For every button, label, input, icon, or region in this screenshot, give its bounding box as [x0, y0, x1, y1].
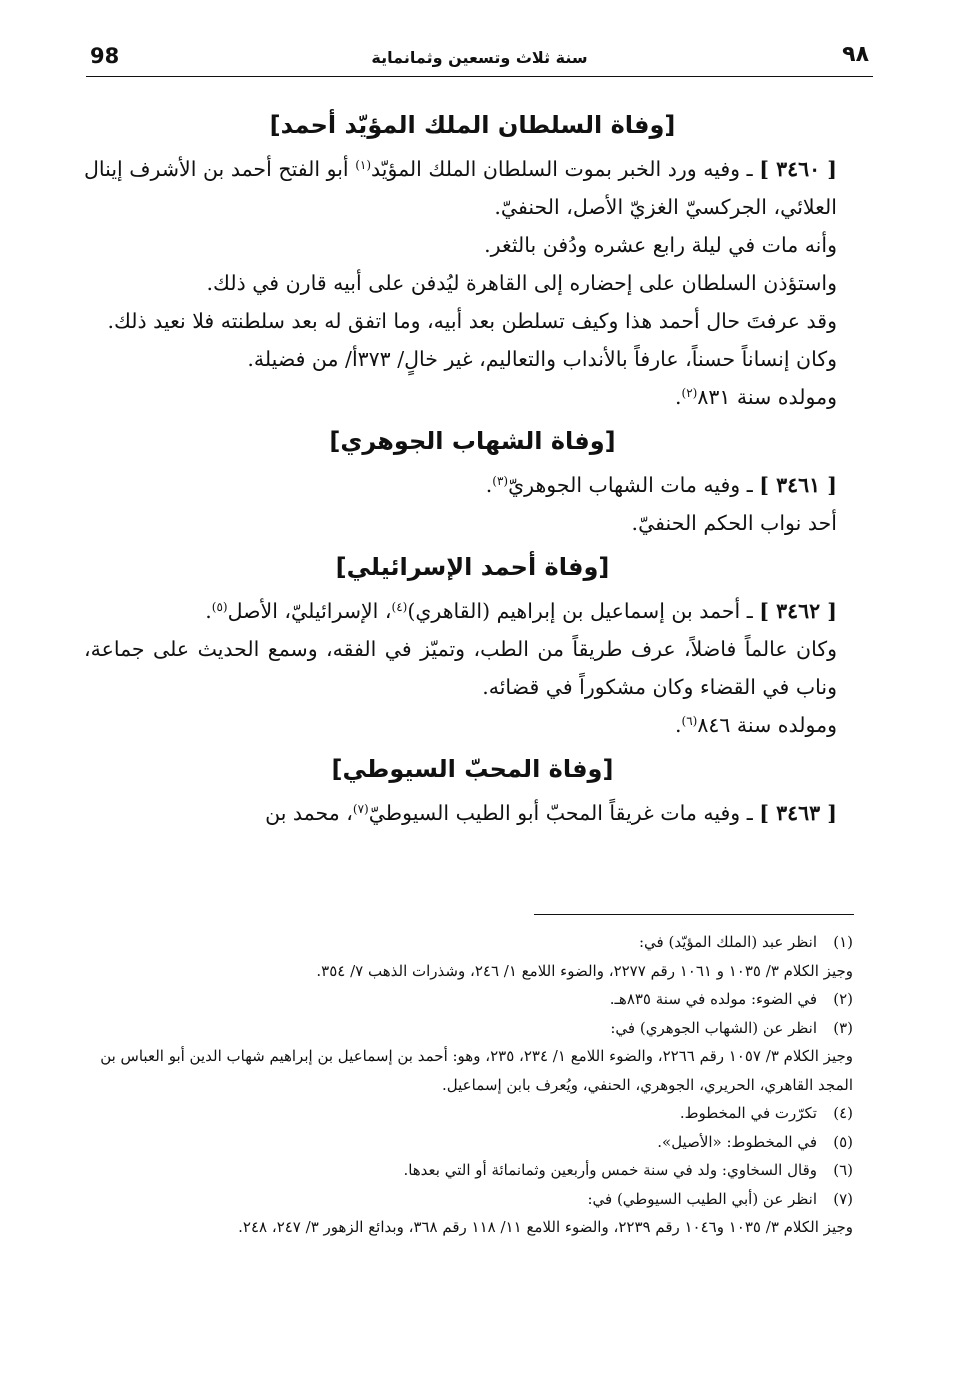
footnote-ref[interactable]: (٥)	[211, 600, 228, 614]
footnote-number: (١)	[833, 933, 853, 951]
entry-lead: ـ وفيه مات الشهاب الجوهريّ	[508, 473, 753, 497]
entry-paragraph	[84, 592, 861, 630]
text-paragraph: وقد عرفتَ حال أحمد هذا وكيف تسلطن بعد أبيه، وما اتفق له بعد سلطنته فلا نعيد ذلك.	[107, 309, 837, 333]
text-paragraph: واستؤذن السلطان على إحضاره إلى القاهرة ليُدفن على أبيه قارن في ذلك.	[206, 271, 837, 295]
section-title: [وفاة الشهاب الجوهري]	[329, 427, 616, 455]
text-paragraph: وكان إنساناً حسناً، عارفاً بالأنداب والتعاليم، غير خالٍ/ ٣٧٣أ/ من فضيلة.	[247, 347, 837, 371]
entry-lead: ـ وفيه مات غريقاً المحبّ أبو الطيب السيوطيّ	[368, 801, 753, 825]
footnote-line: انظر عن (أبي الطيب السيوطي) في:	[587, 1189, 817, 1208]
entry-lead-mid: ، الإسرائيليّ، الأصل	[227, 599, 392, 623]
footnote-line: وجيز الكلام ٣/ ١٠٥٧ رقم ٢٢٦٦، والضوء اللامع ١/ ٢٣٤، ٢٣٥، وهو: أحمد بن إسماعيل بن إبراهيم شهاب الدين أبو العباس بن المجد القاهري، الحريري، الجوهري، الحنفي، ويُعرف بابن إسماعيل.	[100, 1047, 853, 1094]
running-title: سنة ثلاث وتسعين وثمانماية	[371, 48, 588, 67]
footnotes	[84, 928, 853, 1242]
footnote-separator	[534, 914, 854, 915]
footnote-line: في المخطوط: «الأصيل».	[657, 1132, 817, 1151]
entry-lead-rest: .	[205, 599, 212, 623]
birth-end: .	[674, 713, 682, 737]
footnote-item	[84, 985, 853, 1014]
entry-paragraph	[84, 794, 861, 832]
entry-number: [ ٣٤٦٣ ]	[759, 801, 837, 825]
entry-number: [ ٣٤٦١ ]	[759, 473, 837, 497]
main-text	[84, 100, 861, 832]
entry-number: [ ٣٤٦٢ ]	[759, 599, 837, 623]
footnote-line: وجيز الكلام ٣/ ١٠٣٥ و ١٠٦١ رقم ٢٢٧٧، والضوء اللامع ١/ ٢٤٦، وشذرات الذهب ٧/ ٣٥٤.	[316, 961, 853, 980]
footnote-item	[84, 1128, 853, 1157]
entry-number: [ ٣٤٦٠ ]	[759, 157, 837, 181]
footnote-item	[84, 1156, 853, 1185]
footnote-ref[interactable]: (١)	[355, 158, 372, 172]
footnote-ref[interactable]: (٢)	[681, 386, 698, 400]
footnote-line: وجيز الكلام ٣/ ١٠٣٥ و١٠٤٦ رقم ٢٢٣٩، والضوء اللامع ١١/ ١١٨ رقم ٣٦٨، وبدائع الزهور ٣/ ٢٤٧، ٢٤٨.	[238, 1218, 853, 1236]
entry-lead: ـ أحمد بن إسماعيل بن إبراهيم (القاهري)	[407, 599, 753, 623]
entry-lead: ـ وفيه ورد الخبر بموت السلطان الملك المؤيّد	[371, 157, 753, 181]
footnote-number: (٥)	[833, 1132, 853, 1151]
birth-text: ومولده سنة ٨٤٦	[697, 713, 837, 737]
footnote-item	[84, 1185, 853, 1214]
birth-line	[84, 706, 861, 744]
footnote-number: (٢)	[833, 990, 853, 1008]
entry-lead-rest: ، محمد بن	[265, 801, 353, 825]
footnote-item	[84, 1014, 853, 1043]
footnote-number: (٦)	[833, 1161, 853, 1179]
footnote-line: وقال السخاوي: ولد في سنة خمس وأربعين وثمانمائة أو التي بعدها.	[403, 1161, 817, 1179]
page-number-arabic: ٩٨	[842, 42, 869, 67]
section-title: [وفاة المحبّ السيوطي]	[331, 755, 614, 783]
footnote-number: (٧)	[833, 1189, 853, 1208]
footnote-line: انظر عبد (الملك المؤيّد) في:	[638, 933, 817, 951]
entry-lead-rest: أبو الفتح أحمد بن الأشرف إينال العلائي، الجركسيّ الغزيّ الأصل، الحنفيّ.	[84, 157, 837, 219]
footnote-ref[interactable]: (٧)	[352, 802, 369, 816]
page-header	[86, 40, 873, 77]
footnote-number: (٤)	[833, 1104, 853, 1122]
footnote-line: تكرّرت في المخطوط.	[679, 1104, 817, 1122]
footnote-item	[84, 928, 853, 957]
footnote-item	[84, 1099, 853, 1128]
entry-paragraph	[84, 466, 861, 504]
text-paragraph: وأنه مات في ليلة رابع عشره ودُفن بالثغر.	[484, 233, 837, 257]
footnote-line: في الضوء: مولده في سنة ٨٣٥هـ.	[609, 990, 817, 1008]
footnote-line: انظر عن (الشهاب الجوهري) في:	[610, 1018, 817, 1037]
entry-lead-rest: .	[485, 473, 493, 497]
birth-text: ومولده سنة ٨٣١	[697, 385, 837, 409]
page-number-latin: 98	[90, 44, 120, 68]
birth-line	[84, 378, 861, 416]
footnote-ref[interactable]: (٦)	[681, 714, 698, 728]
section-title: [وفاة أحمد الإسرائيلي]	[335, 553, 610, 581]
footnote-ref[interactable]: (٣)	[492, 474, 509, 488]
footnote-ref[interactable]: (٤)	[391, 600, 408, 614]
text-paragraph: وكان عالماً فاضلاً، عرف طريقاً من الطب، وتميّز في الفقه، وسمع الحديث على جماعة، وناب في القضاء وكان مشكوراً في قضائه.	[84, 637, 837, 699]
footnote-number: (٣)	[833, 1018, 853, 1037]
section-title: [وفاة السلطان الملك المؤيّد أحمد]	[269, 111, 676, 139]
entry-paragraph	[84, 150, 861, 226]
birth-end: .	[674, 385, 682, 409]
text-paragraph: أحد نواب الحكم الحنفيّ.	[631, 511, 837, 535]
